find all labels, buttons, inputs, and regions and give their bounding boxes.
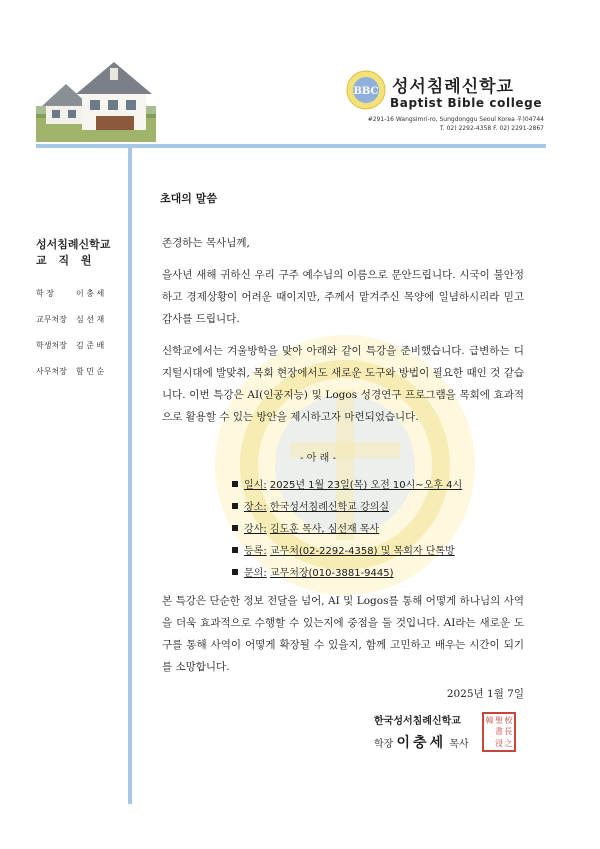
staff-name: 김 준 배	[76, 341, 105, 350]
bullet-icon	[232, 547, 238, 553]
detail-value: 2025년 1월 23일(목) 오전 10시~오후 4시	[269, 480, 463, 491]
seal-char	[485, 738, 494, 749]
seal-char: 浸	[494, 738, 503, 748]
letter-title: 초대의 말씀	[160, 192, 217, 205]
school-address: #291-16 Wangsimri-ro, Sungdonggu Seoul Korea 우)04744	[367, 116, 544, 123]
staff-role: 교무처장	[36, 315, 67, 324]
school-logo	[346, 70, 386, 110]
staff-name: 이 충 세	[76, 289, 105, 298]
notice-label: - 아 래 -	[300, 453, 337, 464]
detail-label: 장소:	[244, 502, 267, 513]
official-seal-stamp	[482, 712, 516, 752]
bullet-icon	[232, 481, 238, 487]
detail-label: 강사:	[244, 524, 267, 535]
school-phone: T. 02) 2292-4358 F. 02) 2291-2867	[439, 125, 544, 132]
bullet-icon	[232, 503, 238, 509]
staff-name: 함 민 순	[76, 367, 105, 376]
staff-name: 심 선 재	[76, 315, 105, 324]
greeting: 존경하는 목사님께,	[162, 237, 250, 249]
detail-item	[232, 475, 462, 497]
letter-date: 2025년 1월 7일	[446, 688, 524, 700]
seal-char: 校	[504, 716, 513, 725]
detail-label: 문의:	[244, 568, 267, 579]
paragraph-2: 신학교에서는 겨울방학을 맞아 아래와 같이 특강을 준비했습니다. 급변하는 디지털시대에 발맞춰, 목회 현장에서도 새로운 도구와 방법이 필요한 때인 것 같습니다. 이번 특강은 AI(인공지능) 및 Logos 성경연구 프로그램을 목회에 효과적으로 활용할 수 있는 방안을 제시하고자 마련되었습니다.	[162, 345, 524, 423]
school-building-image	[36, 54, 156, 142]
signature-line	[374, 732, 469, 752]
detail-item	[232, 497, 462, 519]
detail-item	[232, 519, 462, 541]
header-divider	[36, 144, 546, 148]
staff-role: 사무처장	[36, 367, 67, 376]
school-name-korean: 성서침례신학교	[392, 77, 514, 97]
paragraph-3: 본 특강은 단순한 정보 전달을 넘어, AI 및 Logos를 통해 어떻게 하나님의 사역을 더욱 효과적으로 수행할 수 있는지에 중점을 둘 것입니다. AI라는 새로운 도구를 통해 사역이 어떻게 확장될 수 있을지, 함께 고민하고 배우는 시간이 되기를 소망합니다.	[162, 595, 524, 673]
seal-char	[485, 726, 494, 737]
paragraph-1: 을사년 새해 귀하신 우리 구주 예수님의 이름으로 문안드립니다. 시국이 불안정하고 경제상황이 어려운 때이지만, 주께서 맡겨주신 목양에 일념하시리라 믿고 감사를 드립니다.	[162, 269, 524, 325]
seal-char: 聖	[494, 716, 503, 725]
signature-role: 학장	[374, 739, 394, 750]
bullet-icon	[232, 569, 238, 575]
event-details-list	[232, 475, 462, 585]
staff-role: 학생처장	[36, 341, 67, 350]
signature-suffix: 목사	[449, 739, 469, 750]
signature-organization: 한국성서침례신학교	[374, 716, 461, 727]
sidebar-divider	[128, 148, 132, 804]
detail-label: 일시:	[244, 480, 267, 491]
detail-label: 등록:	[244, 546, 267, 557]
detail-value: 한국성서침례신학교 강의실	[269, 502, 389, 513]
staff-role: 학 장	[36, 289, 54, 298]
detail-item	[232, 541, 462, 563]
seal-char: 書	[494, 727, 503, 737]
signature-name: 이충세	[396, 735, 447, 751]
detail-value: 김도훈 목사, 심선재 목사	[269, 524, 380, 535]
seal-char: 韓	[485, 716, 494, 725]
sidebar-staff-heading: 교 직 원	[36, 254, 96, 267]
detail-value: 교무처(02-2292-4358) 및 목회자 단톡방	[269, 546, 455, 557]
school-name-english: Baptist Bible college	[390, 96, 543, 110]
detail-item	[232, 563, 462, 585]
seal-char: 長	[504, 727, 513, 737]
detail-value: 교무처장(010-3881-9445)	[269, 568, 394, 579]
logo-text: BBC	[353, 86, 379, 97]
sidebar-school-name: 성서침례신학교	[36, 238, 111, 251]
seal-char: 之	[504, 738, 513, 748]
bullet-icon	[232, 525, 238, 531]
